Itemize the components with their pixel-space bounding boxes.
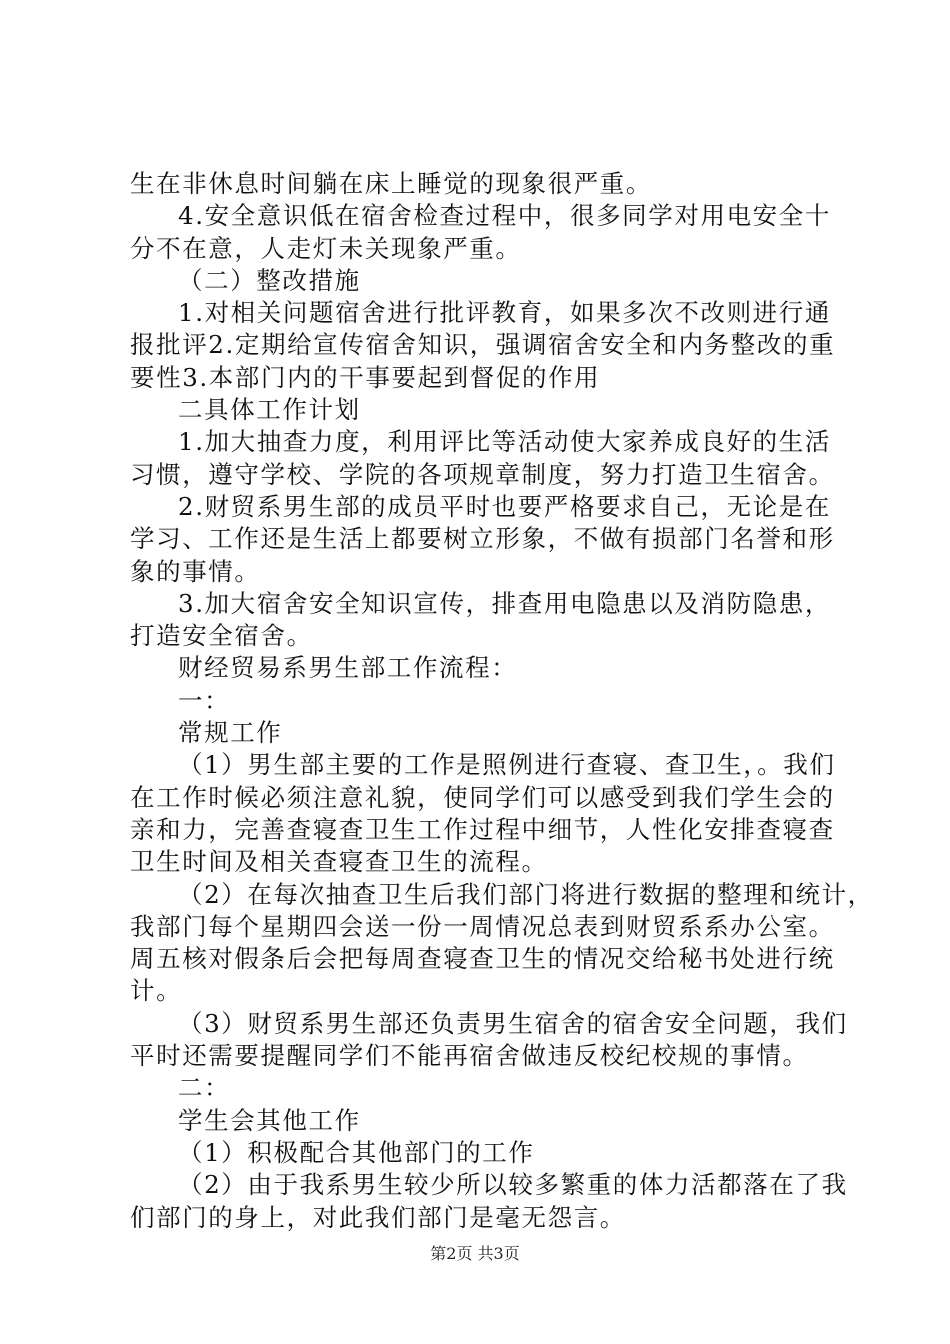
text-line: 4.安全意识低在宿舍检查过程中，很多同学对用电安全十 [178, 201, 831, 231]
text-line: 报批评2.定期给宣传宿舍知识，强调宿舍安全和内务整改的重 [130, 330, 836, 360]
section-heading: 常规工作 [178, 718, 283, 748]
page-number: 第2页 共3页 [430, 1244, 520, 1263]
text-line: （1）男生部主要的工作是照例进行查寝、查卫生，。我们 [178, 750, 836, 780]
section-heading: 二具体工作计划 [178, 395, 361, 425]
text-line: 分不在意，人走灯未关现象严重。 [130, 233, 522, 263]
text-line: 要性3.本部门内的干事要起到督促的作用 [130, 362, 601, 392]
text-line: 习惯，遵守学校、学院的各项规章制度，努力打造卫生宿舍。 [130, 459, 835, 489]
text-line: （3）财贸系男生部还负责男生宿舍的宿舍安全问题，我们 [178, 1008, 848, 1038]
text-line: 打造安全宿舍。 [130, 621, 313, 651]
text-line: 计。 [130, 976, 183, 1006]
text-line: 平时还需要提醒同学们不能再宿舍做违反校纪校规的事情。 [130, 1041, 809, 1071]
section-heading: 二： [178, 1073, 231, 1103]
text-line: 卫生时间及相关查寝查卫生的流程。 [130, 847, 548, 877]
section-heading: 学生会其他工作 [178, 1105, 361, 1135]
section-heading: 一： [178, 685, 231, 715]
text-line: 在工作时候必须注意礼貌，使同学们可以感受到我们学生会的 [130, 782, 835, 812]
text-line: （1）积极配合其他部门的工作 [178, 1137, 535, 1167]
section-heading: 财经贸易系男生部工作流程： [178, 653, 518, 683]
text-line: 生在非休息时间躺在床上睡觉的现象很严重。 [130, 169, 652, 198]
text-line: （2）在每次抽查卫生后我们部门将进行数据的整理和统计， [178, 879, 874, 909]
text-line: 3.加大宿舍安全知识宣传，排查用电隐患以及消防隐患， [178, 588, 831, 618]
text-line: 周五核对假条后会把每周查寝查卫生的情况交给秘书处进行统 [130, 944, 835, 974]
text-line: （2）由于我系男生较少所以较多繁重的体力活都落在了我 [178, 1170, 848, 1200]
text-line: 学习、工作还是生活上都要树立形象，不做有损部门名誉和形 [130, 524, 835, 554]
document-body [130, 168, 874, 1234]
text-line: 亲和力，完善查寝查卫生工作过程中细节，人性化安排查寝查 [130, 814, 835, 844]
section-heading: （二）整改措施 [178, 265, 361, 295]
page-footer [0, 1244, 950, 1264]
text-line: 我部门每个星期四会送一份一周情况总表到财贸系系办公室。 [130, 911, 835, 941]
text-line: 们部门的身上，对此我们部门是毫无怨言。 [130, 1202, 626, 1232]
text-line: 1.加大抽查力度，利用评比等活动使大家养成良好的生活 [178, 427, 831, 457]
text-line: 2.财贸系男生部的成员平时也要严格要求自己，无论是在 [178, 491, 831, 521]
text-line: 1.对相关问题宿舍进行批评教育，如果多次不改则进行通 [178, 298, 831, 328]
text-line: 象的事情。 [130, 556, 261, 586]
